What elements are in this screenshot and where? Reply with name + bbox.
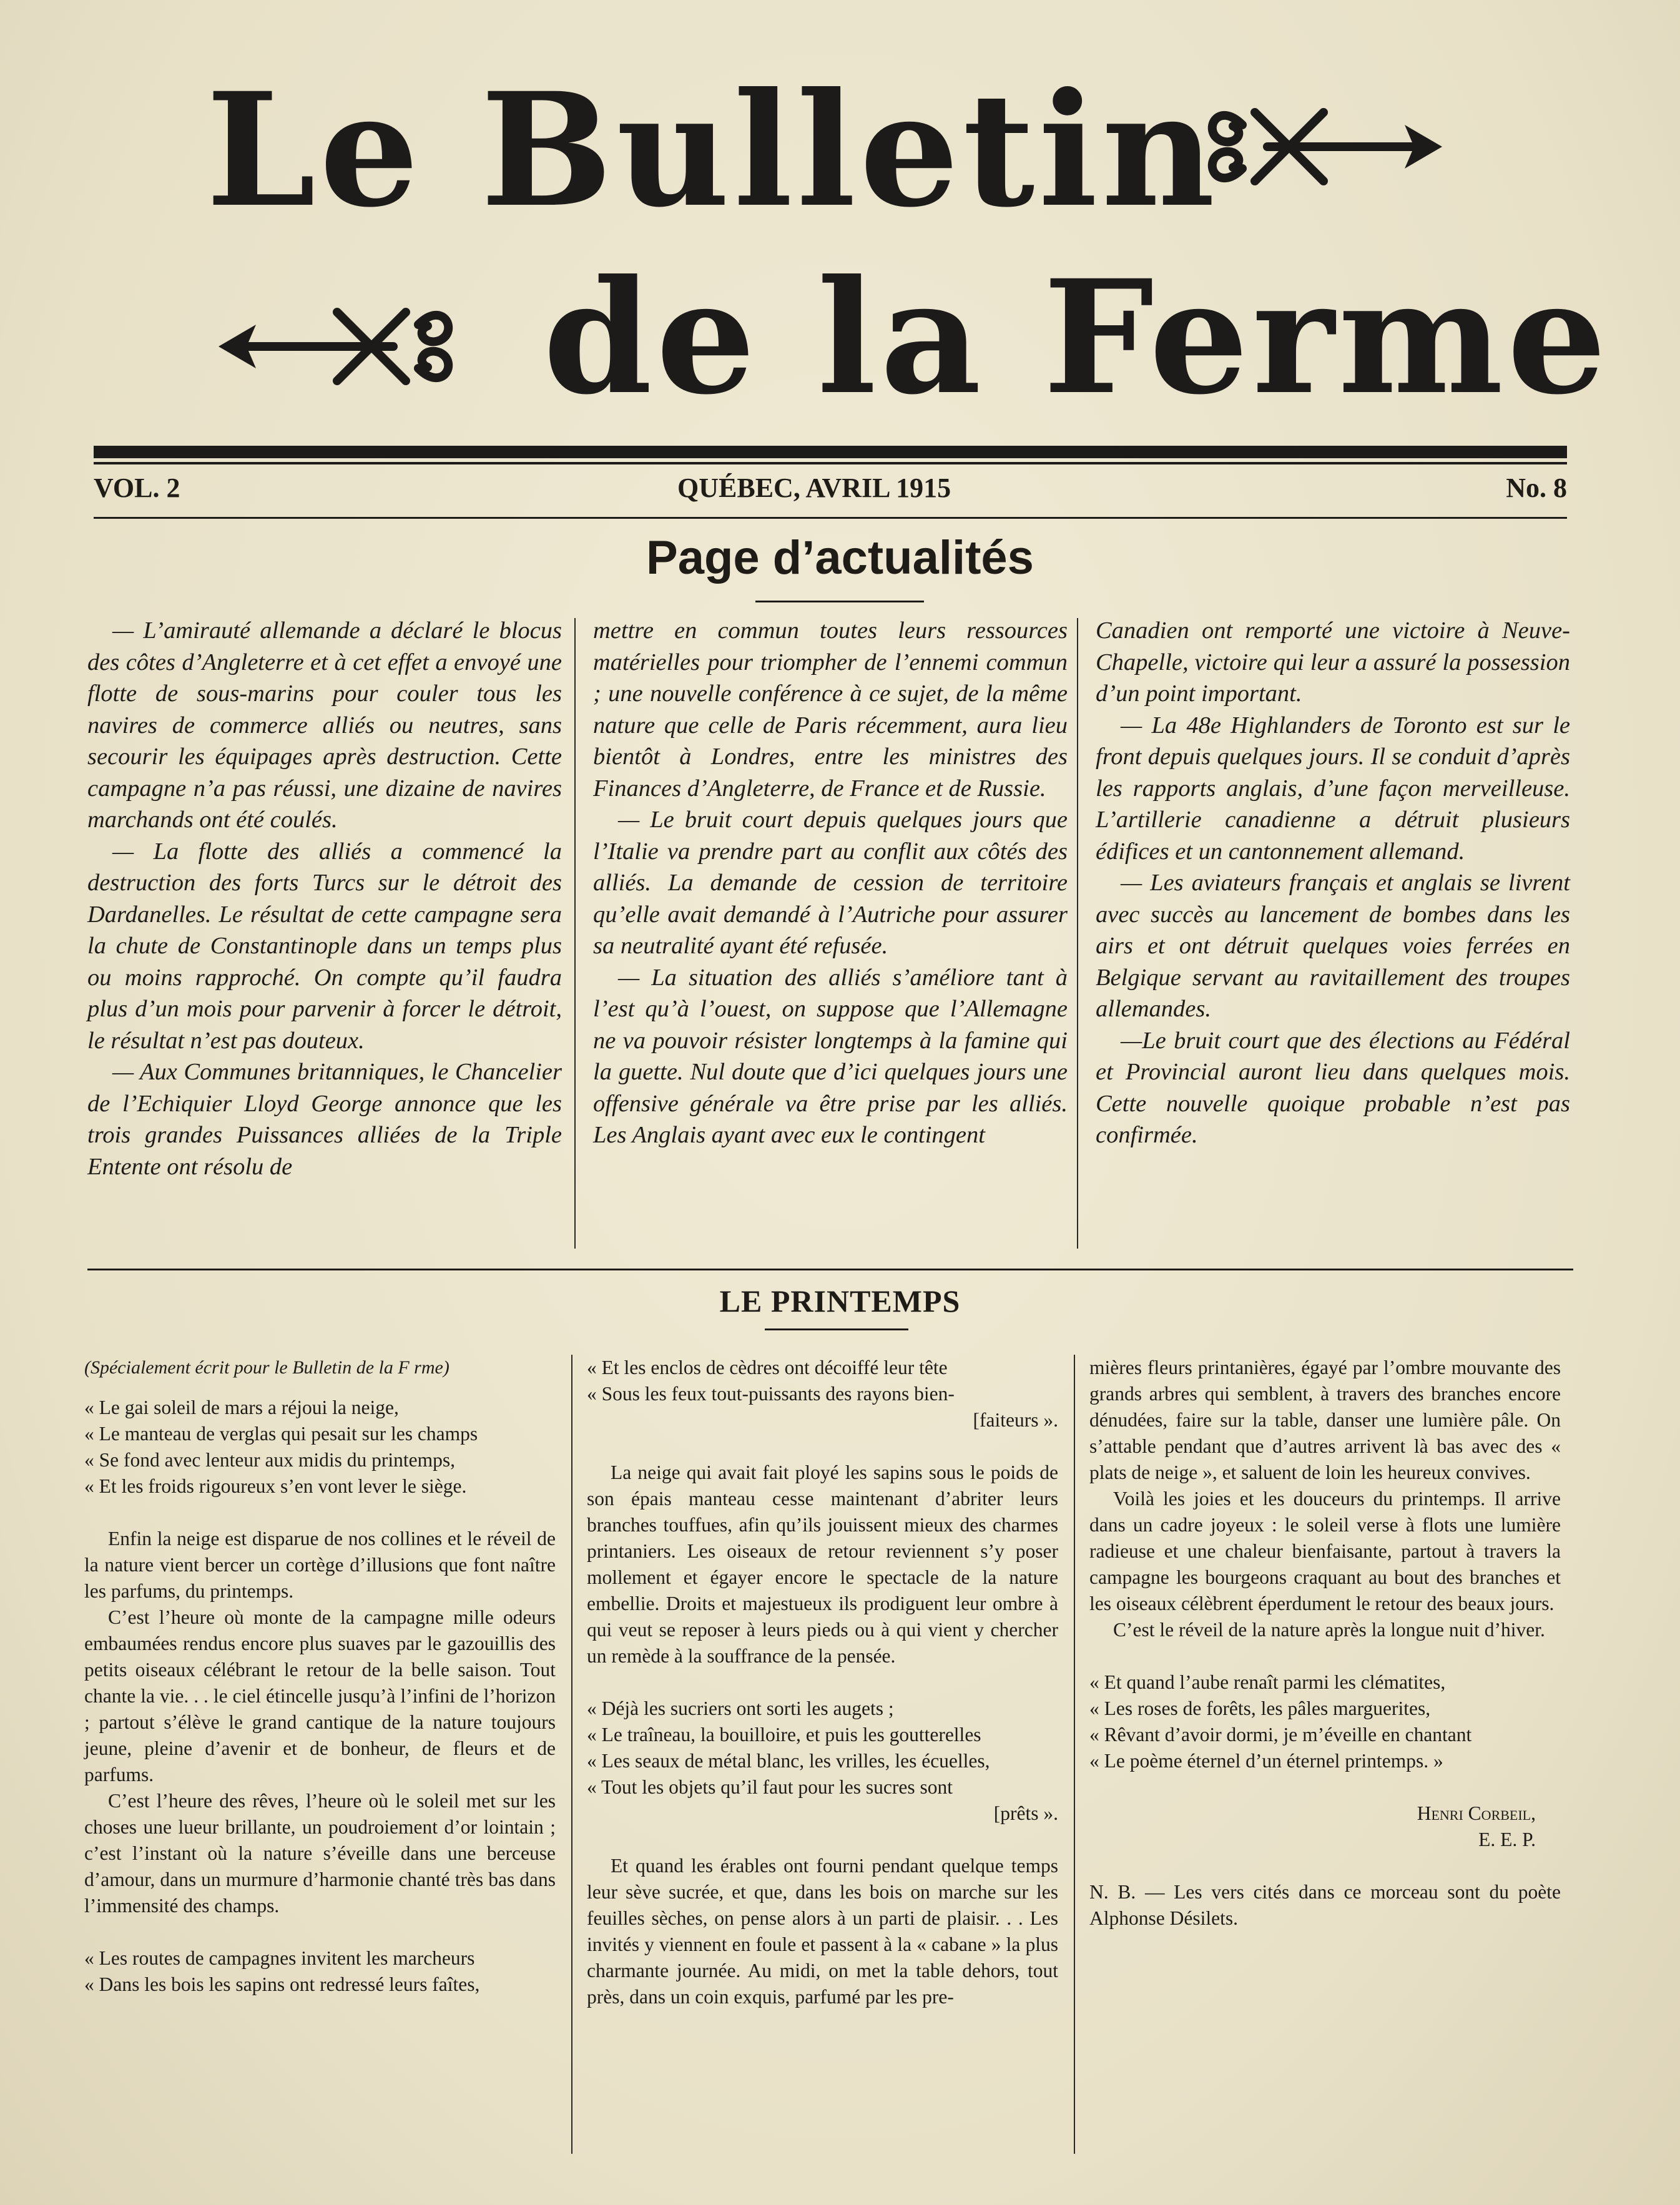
editorial-note: N. B. — Les vers cités dans ce morceau sont du poète Alphonse Désilets. bbox=[1089, 1881, 1561, 1929]
news-item: — Les aviateurs français et anglais se livrent avec succès au lancement de bombes dans les airs et ont détruit quelques voies ferrées en Belgique servant au ravitaillement des troupes allemandes. bbox=[1096, 870, 1570, 1022]
paragraph: C’est l’heure des rêves, l’heure où le soleil met sur les choses une lueur brillante, un poudroiement d’or lointain ; c’est l’instant où la nature s’éveille dans une berceuse d’amour, dans un murmure d’harmonie chanté très bas dans l’immensité des champs. bbox=[84, 1790, 556, 1917]
verse-line: « Le traîneau, la bouilloire, et puis les goutterelles bbox=[587, 1724, 981, 1746]
verse-line-end: [faiteurs ». bbox=[973, 1409, 1058, 1431]
actualites-heading-rule bbox=[755, 601, 924, 602]
masthead-thick-rule bbox=[94, 446, 1567, 458]
issue-number-label: No. 8 bbox=[1506, 473, 1567, 503]
paragraph: C’est l’heure où monte de la campagne mille odeurs embaumées rendus encore plus suaves par le gazouillis des petits oiseaux célébrant le retour de la belle saison. Tout chante la vie. . . le ciel étincelle jusqu’à l’infini de l’horizon ; partout s’élève le grand cantique de la nature toujours jeune, pleine d’avenir et de bonheur, de fleurs et de parfums. bbox=[84, 1606, 556, 1785]
masthead-thin-rule bbox=[94, 462, 1567, 464]
news-item: Canadien ont remporté une victoire à Neuve-Chapelle, victoire qui leur a assuré la possession d’un point important. bbox=[1096, 617, 1570, 707]
verse-line: « Le manteau de verglas qui pesait sur les champs bbox=[84, 1423, 478, 1445]
news-item: mettre en commun toutes leurs ressources matérielles pour triompher de l’ennemi commun ; une nouvelle conférence à ce sujet, de la même nature que celle de Paris récemment, aura lieu bientôt à Londres, entre les ministres des Finances d’Angleterre, de France et de Russie. bbox=[593, 617, 1068, 802]
paragraph: Voilà les joies et les douceurs du printemps. Il arrive dans un cadre joyeux : le soleil verse à flots une lumière radieuse et une chaleur bienfaisante, partout à travers la campagne les bourgeons craquant au bout des branches et les oiseaux célèbrent éperdument le retour des beaux jours. bbox=[1089, 1488, 1561, 1614]
verse-line: « Le poème éternel d’un éternel printemps. » bbox=[1089, 1750, 1443, 1772]
author-signature-initials: E. E. P. bbox=[1478, 1829, 1536, 1850]
verse-line: « Le gai soleil de mars a réjoui la neige, bbox=[84, 1397, 399, 1418]
issue-info-row bbox=[94, 469, 1567, 513]
news-item: —Le bruit court que des élections au Fédéral et Provincial auront lieu dans quelques mois. Cette nouvelle quoique probable n’est pas confirmée. bbox=[1096, 1027, 1570, 1148]
verse-line: « Déjà les sucriers ont sorti les augets ; bbox=[587, 1697, 894, 1719]
verse-line: « Les roses de forêts, les pâles marguerites, bbox=[1089, 1697, 1431, 1719]
printemps-column-2 bbox=[587, 1355, 1058, 2010]
issue-row-rule bbox=[94, 517, 1567, 519]
verse-line: « Et les froids rigoureux s’en vont lever le siège. bbox=[84, 1475, 467, 1497]
paragraph: Enfin la neige est disparue de nos collines et le réveil de la nature vient bercer un cortège d’illusions que font naître les parfums, du printemps. bbox=[84, 1528, 556, 1602]
verse-line: « Sous les feux tout-puissants des rayons bien- bbox=[587, 1383, 955, 1405]
news-item: — La situation des alliés s’améliore tant à l’est qu’à l’ouest, on suppose que l’Allemagne ne va pouvoir résister longtemps à la famine qui la guette. Nul doute que d’ici quelques jours une offensive générale va être prise par les alliés. Les Anglais ayant avec eux le contingent bbox=[593, 964, 1068, 1148]
place-date-label: QUÉBEC, AVRIL 1915 bbox=[677, 473, 951, 503]
author-signature: Henri Corbeil, bbox=[1417, 1802, 1536, 1824]
printemps-heading: LE PRINTEMPS bbox=[719, 1284, 961, 1319]
volume-label: VOL. 2 bbox=[94, 473, 180, 503]
credit-line: (Spécialement écrit pour le Bulletin de la F rme) bbox=[84, 1357, 449, 1378]
arrow-ornament-right-icon bbox=[1199, 87, 1448, 206]
column-divider bbox=[1077, 618, 1078, 1249]
printemps-columns bbox=[84, 1355, 1576, 2166]
verse-line: « Et quand l’aube renaît parmi les clématites, bbox=[1089, 1671, 1446, 1693]
news-item: — La flotte des alliés a commencé la destruction des forts Turcs sur le détroit des Dardanelles. Le résultat de cette campagne sera la chute de Constantinople dans un temps plus ou moins rapproché. On compte qu’il faudra plus d’un mois pour parvenir à forcer le détroit, le résultat n’est pas douteux. bbox=[87, 838, 562, 1054]
actualites-column-3 bbox=[1096, 615, 1570, 1151]
news-item: — Le bruit court depuis quelques jours que l’Italie va prendre part au conflit aux côtés des alliés. La demande de cession de territoire qu’elle avait demandé à l’Autriche pour assurer sa neutralité ayant été refusée. bbox=[593, 807, 1068, 959]
verse-line: « Rêvant d’avoir dormi, je m’éveille en chantant bbox=[1089, 1724, 1472, 1746]
printemps-heading-rule bbox=[765, 1328, 908, 1330]
paragraph: C’est le réveil de la nature après la longue nuit d’hiver. bbox=[1113, 1619, 1545, 1641]
actualites-heading: Page d’actualités bbox=[646, 531, 1034, 584]
verse-line: « Et les enclos de cèdres ont décoiffé leur tête bbox=[587, 1357, 948, 1378]
column-divider bbox=[571, 1355, 572, 2154]
section-divider-rule bbox=[87, 1269, 1573, 1270]
verse-line-end: [prêts ». bbox=[993, 1802, 1058, 1824]
paragraph: Et quand les érables ont fourni pendant quelque temps leur sève sucrée, et que, dans les bois on marche sur les feuilles sèches, on pense alors à un parti de plaisir. . . Les invités y viennent en foule et passent à la « cabane » la plus charmante journée. Au midi, on met la table dehors, tout près, dans un coin exquis, parfumé par les pre- bbox=[587, 1855, 1058, 2008]
actualites-columns bbox=[87, 615, 1573, 1252]
actualites-column-2 bbox=[593, 615, 1068, 1151]
masthead-title-line2: de la Ferme bbox=[543, 245, 1611, 429]
paragraph: La neige qui avait fait ployé les sapins sous le poids de son épais manteau cesse maintenant d’abriter leurs branches touffues, afin qu’ils jouissent mieux des charmes printaniers. Les oiseaux de retour reviennent s’y poser mollement et égayer encore le spectacle de la nature embellie. Droits et majestueux ils prodiguent leur ombre à qui veut se reposer à leurs pieds ou à qui vient y chercher un remède à la souffrance de la pensée. bbox=[587, 1461, 1058, 1667]
verse-line: « Les routes de campagnes invitent les marcheurs bbox=[84, 1947, 475, 1969]
verse-line: « Se fond avec lenteur aux midis du printemps, bbox=[84, 1449, 455, 1471]
arrow-ornament-left-icon bbox=[212, 287, 462, 406]
printemps-column-3 bbox=[1089, 1355, 1561, 1932]
actualites-column-1 bbox=[87, 615, 562, 1182]
masthead bbox=[87, 58, 1611, 429]
paragraph: mières fleurs printanières, égayé par l’ombre mouvante des grands arbres qui semblent, à travers des branches encore dénudées, faire sur la table, danser une lumière pâle. On s’attable pendant que d’autres arrivent là bas avec des « plats de neige », et saluent de loin les heureux convives. bbox=[1089, 1357, 1561, 1483]
news-item: — L’amirauté allemande a déclaré le blocus des côtes d’Angleterre et à cet effet a envoyé une flotte de sous-marins pour couler tous les navires de commerce alliés ou neutres, sans secourir les équipages après destruction. Cette campagne n’a pas réussi, une dizaine de navires marchands ont été coulés. bbox=[87, 617, 562, 833]
column-divider bbox=[1074, 1355, 1075, 2154]
column-divider bbox=[574, 618, 576, 1249]
verse-line: « Dans les bois les sapins ont redressé leurs faîtes, bbox=[84, 1973, 480, 1995]
news-item: — Aux Communes britanniques, le Chancelier de l’Echiquier Lloyd George annonce que les trois grandes Puissances alliées de la Triple Entente ont résolu de bbox=[87, 1059, 562, 1180]
verse-line: « Les seaux de métal blanc, les vrilles, les écuelles, bbox=[587, 1750, 990, 1772]
news-item: — La 48e Highlanders de Toronto est sur le front depuis quelques jours. Il se conduit d’après les rapports anglais, d’une façon merveilleuse. L’artillerie canadienne a détruit plusieurs édifices et un cantonnement allemand. bbox=[1096, 712, 1570, 865]
verse-line: « Tout les objets qu’il faut pour les sucres sont bbox=[587, 1776, 953, 1798]
printemps-column-1 bbox=[84, 1355, 556, 1998]
masthead-title-line1: Le Bulletin bbox=[206, 58, 1219, 242]
